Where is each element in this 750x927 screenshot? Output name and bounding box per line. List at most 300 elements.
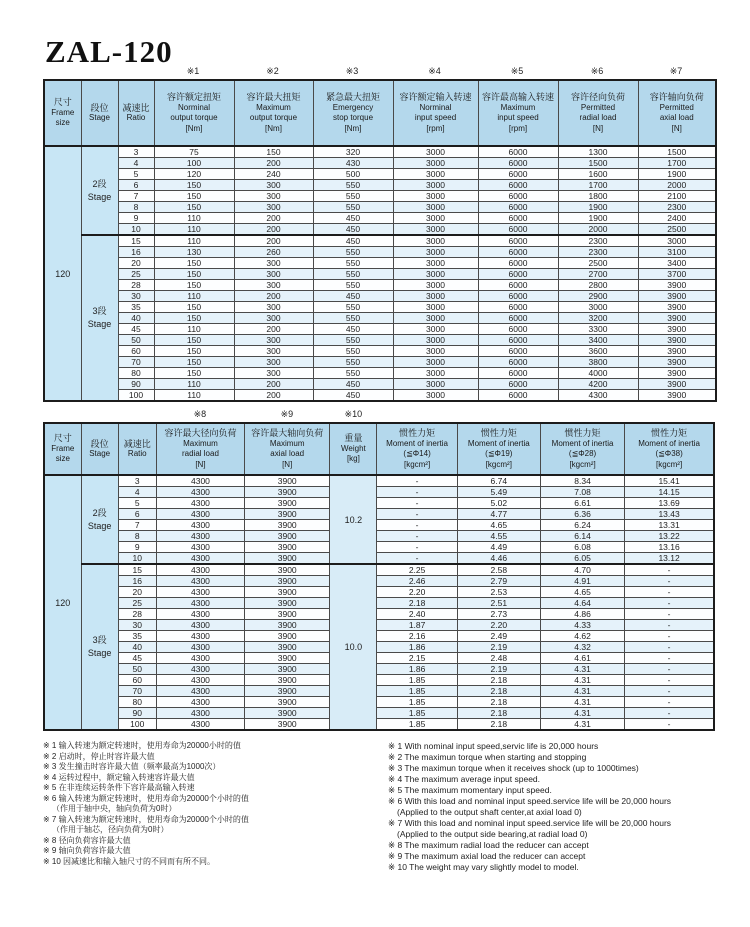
table-cell: 6000 <box>478 280 558 291</box>
footnote: ※ 7 输入转速为额定转速时，使用寿命为20000个小时的值 （作用于轴芯，径向负荷为0时） <box>43 814 249 834</box>
table-cell: 3100 <box>638 247 716 258</box>
table-cell: 6000 <box>478 368 558 379</box>
table-cell: 150 <box>154 335 234 346</box>
table-cell: - <box>625 697 714 708</box>
table-cell: 6000 <box>478 313 558 324</box>
footnote: ※ 10 The weight may vary slightly model to model. <box>388 862 579 872</box>
footnote: ※ 8 径向负荷容许最大值 <box>43 835 131 845</box>
footnotes-english <box>388 741 750 873</box>
table-cell: 1.86 <box>377 642 457 653</box>
table-cell: - <box>625 708 714 719</box>
table-cell: 2.48 <box>457 653 540 664</box>
torque-speed-load-table <box>43 79 717 402</box>
table-cell: 4.70 <box>540 564 624 576</box>
table-cell: 150 <box>154 202 234 213</box>
table-row <box>44 346 716 357</box>
marker-row <box>43 407 715 422</box>
table-cell: 3900 <box>245 719 330 731</box>
table-cell: 4.62 <box>540 631 624 642</box>
table-cell: 3000 <box>393 158 478 169</box>
table-cell: 1500 <box>638 146 716 158</box>
table-cell: 2.18 <box>457 708 540 719</box>
table-cell: 2.15 <box>377 653 457 664</box>
table-cell: 6000 <box>478 269 558 280</box>
table-row <box>44 158 716 169</box>
marker-spacer <box>457 407 540 422</box>
table-cell: 1.87 <box>377 620 457 631</box>
table-cell: 550 <box>313 280 393 291</box>
table-cell: 120 <box>154 169 234 180</box>
ratio-cell: 15 <box>118 564 156 576</box>
table-cell: 5.49 <box>457 487 540 498</box>
table-cell: 2.20 <box>377 587 457 598</box>
table-cell: 3000 <box>393 202 478 213</box>
table-cell: 4300 <box>156 564 244 576</box>
table-cell: 2000 <box>638 180 716 191</box>
table-cell: 6000 <box>478 258 558 269</box>
table-cell: 13.69 <box>625 498 714 509</box>
stage-cell: 3段 Stage <box>81 235 118 401</box>
table-cell: 3900 <box>245 542 330 553</box>
table-cell: 150 <box>154 269 234 280</box>
table-cell: 3900 <box>638 368 716 379</box>
table-cell: 15.41 <box>625 475 714 487</box>
table-cell: - <box>377 498 457 509</box>
table-cell: 4300 <box>156 587 244 598</box>
table-cell: 3900 <box>245 708 330 719</box>
table-cell: 200 <box>234 379 313 390</box>
column-header: 惯性力矩 Moment of inertia (≦Φ38) [kgcm²] <box>625 423 714 475</box>
table-cell: 3000 <box>393 258 478 269</box>
table-cell: 6000 <box>478 247 558 258</box>
table-cell: 3400 <box>558 335 638 346</box>
ratio-cell: 20 <box>118 258 154 269</box>
table-row <box>44 357 716 368</box>
table-cell: - <box>377 520 457 531</box>
table-cell: 4300 <box>156 686 244 697</box>
table-cell: 3000 <box>393 169 478 180</box>
table-row <box>44 169 716 180</box>
table-cell: 300 <box>234 202 313 213</box>
table-cell: 150 <box>154 258 234 269</box>
table-cell: 550 <box>313 247 393 258</box>
column-header: 容许最大径向负荷 Maximum radial load [N] <box>156 423 244 475</box>
table-cell: 1700 <box>558 180 638 191</box>
table-cell: 130 <box>154 247 234 258</box>
table-cell: 1600 <box>558 169 638 180</box>
table-row <box>44 390 716 402</box>
table-cell: 3900 <box>245 475 330 487</box>
table-cell: 6.05 <box>540 553 624 565</box>
table-cell: - <box>625 642 714 653</box>
table-cell: 4.77 <box>457 509 540 520</box>
ratio-cell: 6 <box>118 180 154 191</box>
table-cell: 6000 <box>478 291 558 302</box>
table-cell: 3400 <box>638 258 716 269</box>
footnote: ※ 2 启动时，停止时容许最大值 <box>43 751 155 761</box>
table-cell: 110 <box>154 224 234 236</box>
ratio-cell: 6 <box>118 509 156 520</box>
table-row <box>44 475 714 487</box>
table-cell: 13.31 <box>625 520 714 531</box>
table-row <box>44 324 716 335</box>
table-cell: 4.49 <box>457 542 540 553</box>
table-row <box>44 213 716 224</box>
table-cell: 200 <box>234 158 313 169</box>
footnote: ※ 5 The maximum momentary input speed. <box>388 785 552 795</box>
ratio-cell: 5 <box>118 169 154 180</box>
table-cell: 6000 <box>478 390 558 402</box>
footnote: ※ 9 轴向负荷容许最大值 <box>43 846 131 855</box>
table-cell: 1500 <box>558 158 638 169</box>
table-cell: 4300 <box>156 719 244 731</box>
table-cell: 6000 <box>478 357 558 368</box>
table-cell: 3000 <box>393 324 478 335</box>
ratio-cell: 8 <box>118 202 154 213</box>
table-cell: 2.18 <box>457 675 540 686</box>
table-cell: - <box>625 609 714 620</box>
table-cell: - <box>625 653 714 664</box>
table-cell: 550 <box>313 180 393 191</box>
table-cell: 200 <box>234 324 313 335</box>
ratio-cell: 45 <box>118 653 156 664</box>
table-cell: 4.46 <box>457 553 540 565</box>
table-cell: 3000 <box>393 247 478 258</box>
table-cell: 3900 <box>245 653 330 664</box>
table-cell: 150 <box>154 357 234 368</box>
table-cell: - <box>377 475 457 487</box>
table-cell: 3000 <box>393 191 478 202</box>
table-cell: 3900 <box>245 520 330 531</box>
table-cell: 2.58 <box>457 564 540 576</box>
ratio-cell: 60 <box>118 346 154 357</box>
table-cell: 2700 <box>558 269 638 280</box>
table-cell: 4300 <box>156 697 244 708</box>
ratio-cell: 30 <box>118 620 156 631</box>
table-cell: 1.85 <box>377 686 457 697</box>
table-cell: 3900 <box>245 609 330 620</box>
ratio-cell: 100 <box>118 719 156 731</box>
ratio-cell: 45 <box>118 324 154 335</box>
table-cell: 3000 <box>393 280 478 291</box>
table-cell: 3900 <box>245 642 330 653</box>
table-cell: 6000 <box>478 302 558 313</box>
table-cell: 200 <box>234 291 313 302</box>
table-row <box>44 280 716 291</box>
table-cell: 3900 <box>245 576 330 587</box>
ratio-cell: 28 <box>118 280 154 291</box>
header-row <box>44 423 714 475</box>
marker-spacer <box>43 407 80 422</box>
table-cell: 3900 <box>245 686 330 697</box>
table-cell: 3900 <box>638 335 716 346</box>
table-cell: 3900 <box>245 487 330 498</box>
table-cell: 13.43 <box>625 509 714 520</box>
table-cell: 1300 <box>558 146 638 158</box>
table-cell: 450 <box>313 224 393 236</box>
table-cell: - <box>625 587 714 598</box>
table-cell: 4.65 <box>457 520 540 531</box>
stage-cell: 3段 Stage <box>81 564 118 730</box>
column-header: 容许最大轴向负荷 Maximum axial load [N] <box>245 423 330 475</box>
table-cell: 4000 <box>558 368 638 379</box>
table-cell: 150 <box>154 280 234 291</box>
table-cell: 300 <box>234 191 313 202</box>
table-cell: 3900 <box>245 598 330 609</box>
ratio-cell: 15 <box>118 235 154 247</box>
table-cell: 550 <box>313 302 393 313</box>
table-cell: 1900 <box>638 169 716 180</box>
table-cell: 2.51 <box>457 598 540 609</box>
table-cell: 450 <box>313 235 393 247</box>
table-cell: 4300 <box>156 531 244 542</box>
footnote: ※ 9 The maximum axial load the reducer can accept <box>388 851 586 861</box>
table-cell: 500 <box>313 169 393 180</box>
table-cell: 1800 <box>558 191 638 202</box>
table-cell: 3000 <box>393 224 478 236</box>
table-cell: 3000 <box>393 390 478 402</box>
table-cell: 300 <box>234 368 313 379</box>
table-cell: 2.18 <box>457 697 540 708</box>
table-cell: 4.91 <box>540 576 624 587</box>
table-cell: 2.18 <box>457 719 540 731</box>
table-row <box>44 258 716 269</box>
table-cell: 3000 <box>393 346 478 357</box>
table-cell: - <box>625 675 714 686</box>
column-marker: ※1 <box>186 66 200 76</box>
page-title: ZAL-120 <box>45 34 173 69</box>
ratio-cell: 5 <box>118 498 156 509</box>
table-cell: 450 <box>313 379 393 390</box>
table-row <box>44 235 716 247</box>
table-cell: 150 <box>234 146 313 158</box>
table-cell: 550 <box>313 191 393 202</box>
ratio-cell: 7 <box>118 520 156 531</box>
table-cell: - <box>625 664 714 675</box>
table-cell: 3900 <box>638 390 716 402</box>
table-cell: 550 <box>313 368 393 379</box>
table-cell: 4300 <box>156 620 244 631</box>
table-cell: 110 <box>154 324 234 335</box>
table-cell: 4300 <box>156 631 244 642</box>
table-row <box>44 686 714 697</box>
ratio-cell: 90 <box>118 379 154 390</box>
table-cell: 2300 <box>558 235 638 247</box>
table-cell: - <box>625 620 714 631</box>
column-marker: ※10 <box>344 409 363 419</box>
ratio-cell: 16 <box>118 576 156 587</box>
ratio-cell: 40 <box>118 313 154 324</box>
ratio-cell: 4 <box>118 487 156 498</box>
ratio-cell: 3 <box>118 475 156 487</box>
ratio-cell: 90 <box>118 708 156 719</box>
table-cell: 550 <box>313 313 393 324</box>
ratio-cell: 35 <box>118 302 154 313</box>
load-weight-inertia-table <box>43 422 715 731</box>
footnote: ※ 3 发生撞击时容许最大值（频率最高为1000次） <box>43 762 221 771</box>
table-row <box>44 379 716 390</box>
table-cell: 2.40 <box>377 609 457 620</box>
table-cell: 2500 <box>638 224 716 236</box>
table-cell: 200 <box>234 390 313 402</box>
table-row <box>44 553 714 565</box>
column-header: 惯性力矩 Moment of inertia (≦Φ14) [kgcm²] <box>377 423 457 475</box>
table-row <box>44 564 714 576</box>
table-row <box>44 202 716 213</box>
stage-cell: 2段 Stage <box>81 146 118 235</box>
table-cell: 550 <box>313 357 393 368</box>
table-cell: 6000 <box>478 158 558 169</box>
table-row <box>44 487 714 498</box>
table-cell: 3900 <box>638 280 716 291</box>
table-cell: 2.19 <box>457 642 540 653</box>
table-cell: 4300 <box>156 664 244 675</box>
table-cell: 240 <box>234 169 313 180</box>
footnote: ※ 4 The maximum average input speed. <box>388 774 541 784</box>
footnote: ※ 6 With this load and nominal input speed.service life will be 20,000 hours (Applied to the output shaft center,at axial load 0) <box>388 796 672 817</box>
ratio-cell: 50 <box>118 664 156 675</box>
table2-column-markers <box>43 407 715 422</box>
table-row <box>44 291 716 302</box>
table-cell: 1.85 <box>377 719 457 731</box>
column-header: 容许最大扭矩 Maximum output torque [Nm] <box>234 80 313 146</box>
table-cell: - <box>625 719 714 731</box>
table-row <box>44 653 714 664</box>
table-cell: 4.31 <box>540 686 624 697</box>
marker-spacer <box>541 407 626 422</box>
table-cell: 2.53 <box>457 587 540 598</box>
table-cell: 3200 <box>558 313 638 324</box>
table-cell: 110 <box>154 291 234 302</box>
footnote: ※ 8 The maximum radial load the reducer can accept <box>388 840 589 850</box>
table-cell: 6000 <box>478 146 558 158</box>
table-cell: 300 <box>234 313 313 324</box>
table-header <box>44 80 716 146</box>
table-row <box>44 719 714 731</box>
footnote: ※ 1 With nominal input speed,servic life is 20,000 hours <box>388 741 599 751</box>
table-cell: 7.08 <box>540 487 624 498</box>
table-cell: 3000 <box>393 379 478 390</box>
ratio-cell: 20 <box>118 587 156 598</box>
table-cell: 4300 <box>156 498 244 509</box>
table-cell: 430 <box>313 158 393 169</box>
table-cell: 13.12 <box>625 553 714 565</box>
ratio-cell: 9 <box>118 542 156 553</box>
table-cell: 1.85 <box>377 708 457 719</box>
table-cell: 3300 <box>558 324 638 335</box>
table-cell: 320 <box>313 146 393 158</box>
table-row <box>44 146 716 158</box>
table-cell: 4.31 <box>540 664 624 675</box>
column-header: 惯性力矩 Moment of inertia (≦Φ19) [kgcm²] <box>457 423 540 475</box>
table-cell: 150 <box>154 302 234 313</box>
table-cell: - <box>625 598 714 609</box>
table-cell: 150 <box>154 180 234 191</box>
table-cell: 3700 <box>638 269 716 280</box>
ratio-cell: 35 <box>118 631 156 642</box>
table-cell: 1.85 <box>377 675 457 686</box>
table-cell: 100 <box>154 158 234 169</box>
table-cell: 3000 <box>393 291 478 302</box>
table-cell: 450 <box>313 213 393 224</box>
table-cell: 3000 <box>393 335 478 346</box>
table-row <box>44 642 714 653</box>
table-cell: 6000 <box>478 169 558 180</box>
ratio-cell: 25 <box>118 269 154 280</box>
footnote: ※ 6 输入转速为额定转速时，使用寿命为20000个小时的值 （作用于轴中央，轴向负荷为0时） <box>43 793 249 813</box>
table-row <box>44 531 714 542</box>
table-cell: 110 <box>154 235 234 247</box>
table-cell: 2.19 <box>457 664 540 675</box>
column-marker: ※6 <box>590 66 604 76</box>
footnotes-chinese <box>43 741 388 873</box>
column-marker: ※2 <box>266 66 279 76</box>
table-cell: 4.31 <box>540 675 624 686</box>
table-cell: 3900 <box>638 324 716 335</box>
column-header: 容许额定输入转速 Norminal input speed [rpm] <box>393 80 478 146</box>
table-cell: 3000 <box>393 269 478 280</box>
table-cell: - <box>377 542 457 553</box>
table-cell: 300 <box>234 280 313 291</box>
column-header: 容许额定扭矩 Norminal output torque [Nm] <box>154 80 234 146</box>
table-cell: 2.18 <box>377 598 457 609</box>
table-row <box>44 609 714 620</box>
table-cell: 300 <box>234 346 313 357</box>
footnote: ※ 3 The maximun torque when it receives shock (up to 1000times) <box>388 763 639 773</box>
table-cell: 6000 <box>478 213 558 224</box>
table-cell: 3000 <box>558 302 638 313</box>
table-cell: 6000 <box>478 202 558 213</box>
ratio-cell: 50 <box>118 335 154 346</box>
table-cell: 3000 <box>393 180 478 191</box>
footnote: ※ 4 运转过程中，额定输入转速容许最大值 <box>43 772 195 782</box>
table-cell: 2300 <box>558 247 638 258</box>
table-row <box>44 587 714 598</box>
table-cell: 110 <box>154 213 234 224</box>
table-cell: 4300 <box>156 475 244 487</box>
table-cell: 6.74 <box>457 475 540 487</box>
ratio-cell: 7 <box>118 191 154 202</box>
footnote: ※ 1 输入转速为额定转速时，使用寿命为20000小时的值 <box>43 741 241 750</box>
table-row <box>44 576 714 587</box>
table-cell: 6000 <box>478 379 558 390</box>
ratio-cell: 40 <box>118 642 156 653</box>
stage-cell: 2段 Stage <box>81 475 118 564</box>
ratio-cell: 16 <box>118 247 154 258</box>
column-marker: ※3 <box>345 66 359 76</box>
ratio-cell: 8 <box>118 531 156 542</box>
column-header: 尺寸 Frame size <box>44 423 81 475</box>
table-cell: 2.25 <box>377 564 457 576</box>
table-cell: 4.55 <box>457 531 540 542</box>
frame-size-cell: 120 <box>44 475 81 730</box>
column-header: 紧急最大扭矩 Emergency stop torque [Nm] <box>313 80 393 146</box>
table-cell: 550 <box>313 202 393 213</box>
table-row <box>44 180 716 191</box>
table-cell: 3900 <box>245 587 330 598</box>
table-cell: 3000 <box>393 213 478 224</box>
table-cell: 3900 <box>245 498 330 509</box>
table-cell: 2.49 <box>457 631 540 642</box>
table-row <box>44 335 716 346</box>
column-header: 容许径向负荷 Permitted radial load [N] <box>558 80 638 146</box>
table-cell: 3900 <box>245 553 330 565</box>
table-cell: 550 <box>313 258 393 269</box>
table-cell: 4300 <box>156 576 244 587</box>
ratio-cell: 10 <box>118 553 156 565</box>
table-cell: 3000 <box>393 368 478 379</box>
ratio-cell: 10 <box>118 224 154 236</box>
